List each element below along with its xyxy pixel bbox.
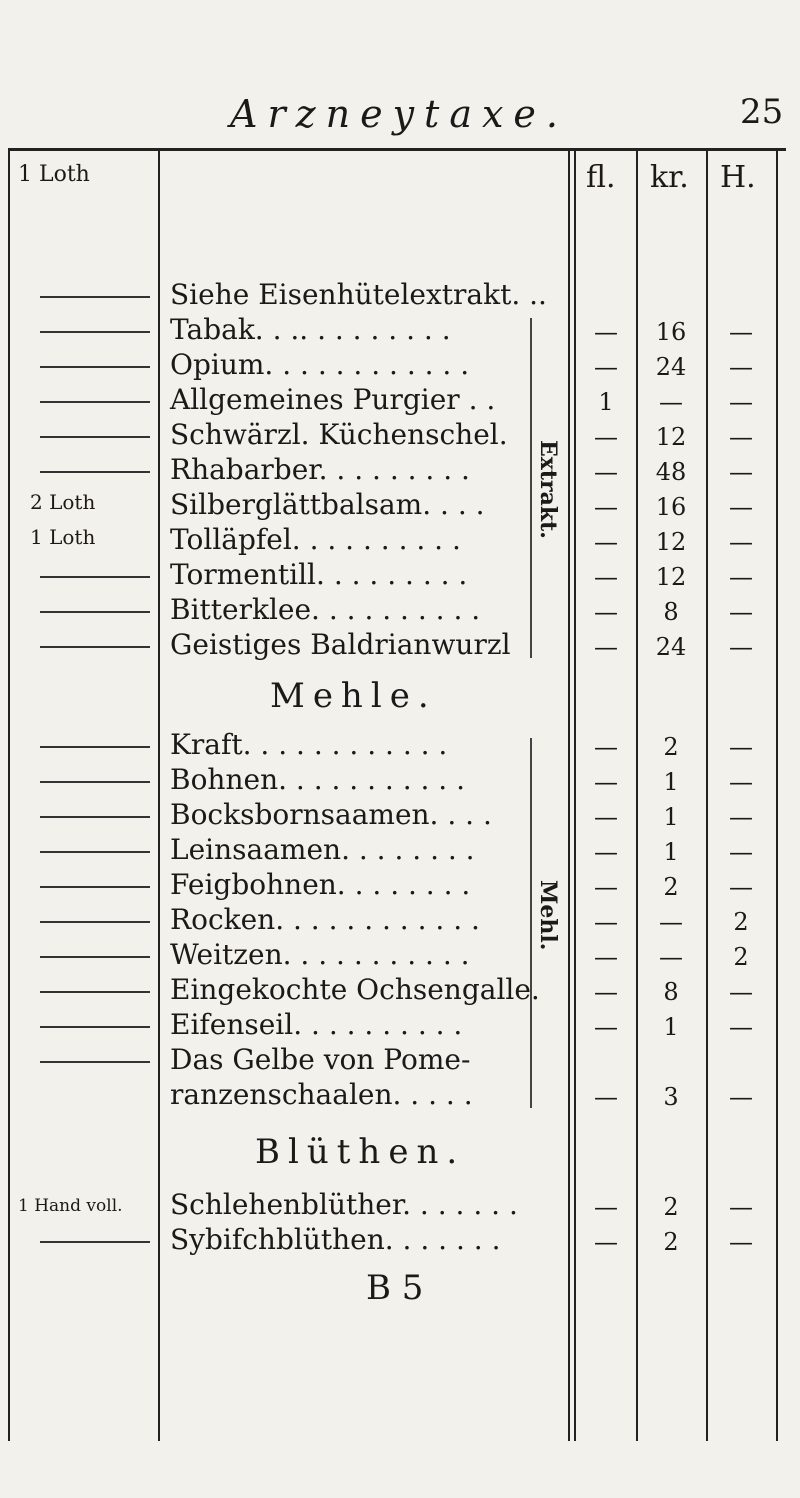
fl-column-header: fl. <box>586 160 616 195</box>
kr-value: 1 <box>663 838 679 866</box>
kr-value: 16 <box>655 318 687 346</box>
h-value: — <box>729 1013 753 1041</box>
item-name: Opium. . . . . . . . . . . . <box>170 348 470 381</box>
kr-value: 12 <box>655 563 687 591</box>
weight-dash <box>40 576 150 578</box>
item-name: Eingekochte Ochsengalle. <box>170 973 540 1006</box>
fl-value: — <box>594 978 618 1006</box>
h-value: 2 <box>733 943 749 971</box>
section-heading: Blüthen. <box>255 1132 466 1172</box>
item-name: Silberglättbalsam. . . . <box>170 488 485 521</box>
kr-value: 16 <box>655 493 687 521</box>
fl-value: — <box>594 528 618 556</box>
kr-value: — <box>659 943 683 971</box>
fl-value: 1 <box>598 388 614 416</box>
weight-dash <box>40 1026 150 1028</box>
h-value: — <box>729 318 753 346</box>
item-name: Leinsaamen. . . . . . . . <box>170 833 475 866</box>
item-name: Geistiges Baldrianwurzl <box>170 628 511 661</box>
kr-column-header: kr. <box>650 160 689 195</box>
kr-value: 8 <box>663 598 679 626</box>
kr-value: 48 <box>655 458 687 486</box>
weight-dash <box>40 296 150 298</box>
fl-value: — <box>594 908 618 936</box>
item-name: Bitterklee. . . . . . . . . . <box>170 593 481 626</box>
h-value: — <box>729 1083 753 1111</box>
fl-divider-2 <box>574 151 576 1441</box>
h-value: — <box>729 803 753 831</box>
item-name: Tabak. . .. . . . . . . . . <box>170 313 451 346</box>
item-name: Allgemeines Purgier . . <box>170 383 496 416</box>
fl-value: — <box>594 598 618 626</box>
kr-value: — <box>659 388 683 416</box>
weight-dash <box>40 781 150 783</box>
h-value: — <box>729 528 753 556</box>
left-border <box>8 151 10 1441</box>
h-value: — <box>729 733 753 761</box>
item-name: Bocksbornsaamen. . . . <box>170 798 492 831</box>
fl-value: — <box>594 1013 618 1041</box>
fl-value: — <box>594 633 618 661</box>
fl-value: — <box>594 423 618 451</box>
item-name: Sybifchblüthen. . . . . . . <box>170 1223 501 1256</box>
weight-dash <box>40 886 150 888</box>
kr-value: 1 <box>663 803 679 831</box>
kr-value: 1 <box>663 768 679 796</box>
weight-dash <box>40 1241 150 1243</box>
item-name: Kraft. . . . . . . . . . . . <box>170 728 448 761</box>
bracket <box>520 318 532 658</box>
kr-divider <box>636 151 638 1441</box>
weight-value: 2 Loth <box>30 490 96 514</box>
h-value: — <box>729 1228 753 1256</box>
fl-value: — <box>594 353 618 381</box>
fl-value: — <box>594 733 618 761</box>
item-name: Feigbohnen. . . . . . . . <box>170 868 471 901</box>
weight-value: 1 Hand voll. <box>18 1196 123 1216</box>
h-column-header: H. <box>720 160 756 195</box>
kr-value: 2 <box>663 873 679 901</box>
item-name: Bohnen. . . . . . . . . . . <box>170 763 466 796</box>
item-name: Rocken. . . . . . . . . . . . <box>170 903 480 936</box>
item-name: Weitzen. . . . . . . . . . . <box>170 938 470 971</box>
h-value: — <box>729 873 753 901</box>
h-value: 2 <box>733 908 749 936</box>
fl-value: — <box>594 943 618 971</box>
kr-value: 2 <box>663 1193 679 1221</box>
h-value: — <box>729 1193 753 1221</box>
bracket <box>520 738 532 1108</box>
weight-dash <box>40 366 150 368</box>
weight-value: 1 Loth <box>30 525 96 549</box>
h-value: — <box>729 563 753 591</box>
item-name: Tolläpfel. . . . . . . . . . <box>170 523 461 556</box>
h-value: — <box>729 838 753 866</box>
top-rule <box>8 148 786 151</box>
weight-dash <box>40 956 150 958</box>
fl-value: — <box>594 1228 618 1256</box>
weight-dash <box>40 436 150 438</box>
h-value: — <box>729 458 753 486</box>
h-value: — <box>729 978 753 1006</box>
fl-value: — <box>594 1083 618 1111</box>
h-value: — <box>729 423 753 451</box>
fl-value: — <box>594 563 618 591</box>
fl-value: — <box>594 458 618 486</box>
kr-value: 2 <box>663 733 679 761</box>
kr-value: 1 <box>663 1013 679 1041</box>
kr-value: 12 <box>655 423 687 451</box>
kr-value: 8 <box>663 978 679 1006</box>
fl-value: — <box>594 873 618 901</box>
item-name: Tormentill. . . . . . . . . <box>170 558 468 591</box>
item-name: Schlehenblüther. . . . . . . <box>170 1188 518 1221</box>
weight-dash <box>40 816 150 818</box>
weight-divider <box>158 151 160 1441</box>
weight-dash <box>40 851 150 853</box>
item-name: Siehe Eisenhütelextrakt. .. <box>170 278 547 311</box>
item-name: Eifenseil. . . . . . . . . . <box>170 1008 463 1041</box>
fl-value: — <box>594 768 618 796</box>
weight-dash <box>40 921 150 923</box>
fl-value: — <box>594 1193 618 1221</box>
kr-value: 12 <box>655 528 687 556</box>
item-name: Schwärzl. Küchenschel. <box>170 418 508 451</box>
signature-mark: B 5 <box>366 1268 424 1308</box>
fl-divider <box>568 151 570 1441</box>
bracket-label: Mehl. <box>535 880 561 951</box>
h-value: — <box>729 493 753 521</box>
weight-column-header: 1 Loth <box>18 162 90 187</box>
fl-value: — <box>594 318 618 346</box>
kr-value: 24 <box>655 353 687 381</box>
weight-dash <box>40 646 150 648</box>
right-border <box>776 151 778 1441</box>
section-heading: Mehle. <box>270 676 437 716</box>
weight-dash <box>40 471 150 473</box>
weight-dash <box>40 611 150 613</box>
h-value: — <box>729 353 753 381</box>
weight-dash <box>40 746 150 748</box>
page-number: 25 <box>740 92 784 132</box>
kr-value: 2 <box>663 1228 679 1256</box>
h-value: — <box>729 633 753 661</box>
weight-dash <box>40 1061 150 1063</box>
fl-value: — <box>594 838 618 866</box>
weight-dash <box>40 991 150 993</box>
h-value: — <box>729 768 753 796</box>
kr-value: 3 <box>663 1083 679 1111</box>
item-name: Rhabarber. . . . . . . . . <box>170 453 470 486</box>
h-divider <box>706 151 708 1441</box>
h-value: — <box>729 598 753 626</box>
item-name: ranzenschaalen. . . . . <box>170 1078 473 1111</box>
bracket-label: Extrakt. <box>535 440 561 539</box>
item-name: Das Gelbe von Pome- <box>170 1043 471 1076</box>
h-value: — <box>729 388 753 416</box>
fl-value: — <box>594 493 618 521</box>
weight-dash <box>40 401 150 403</box>
kr-value: 24 <box>655 633 687 661</box>
kr-value: — <box>659 908 683 936</box>
running-head: Arzneytaxe. <box>230 92 568 136</box>
weight-dash <box>40 331 150 333</box>
fl-value: — <box>594 803 618 831</box>
